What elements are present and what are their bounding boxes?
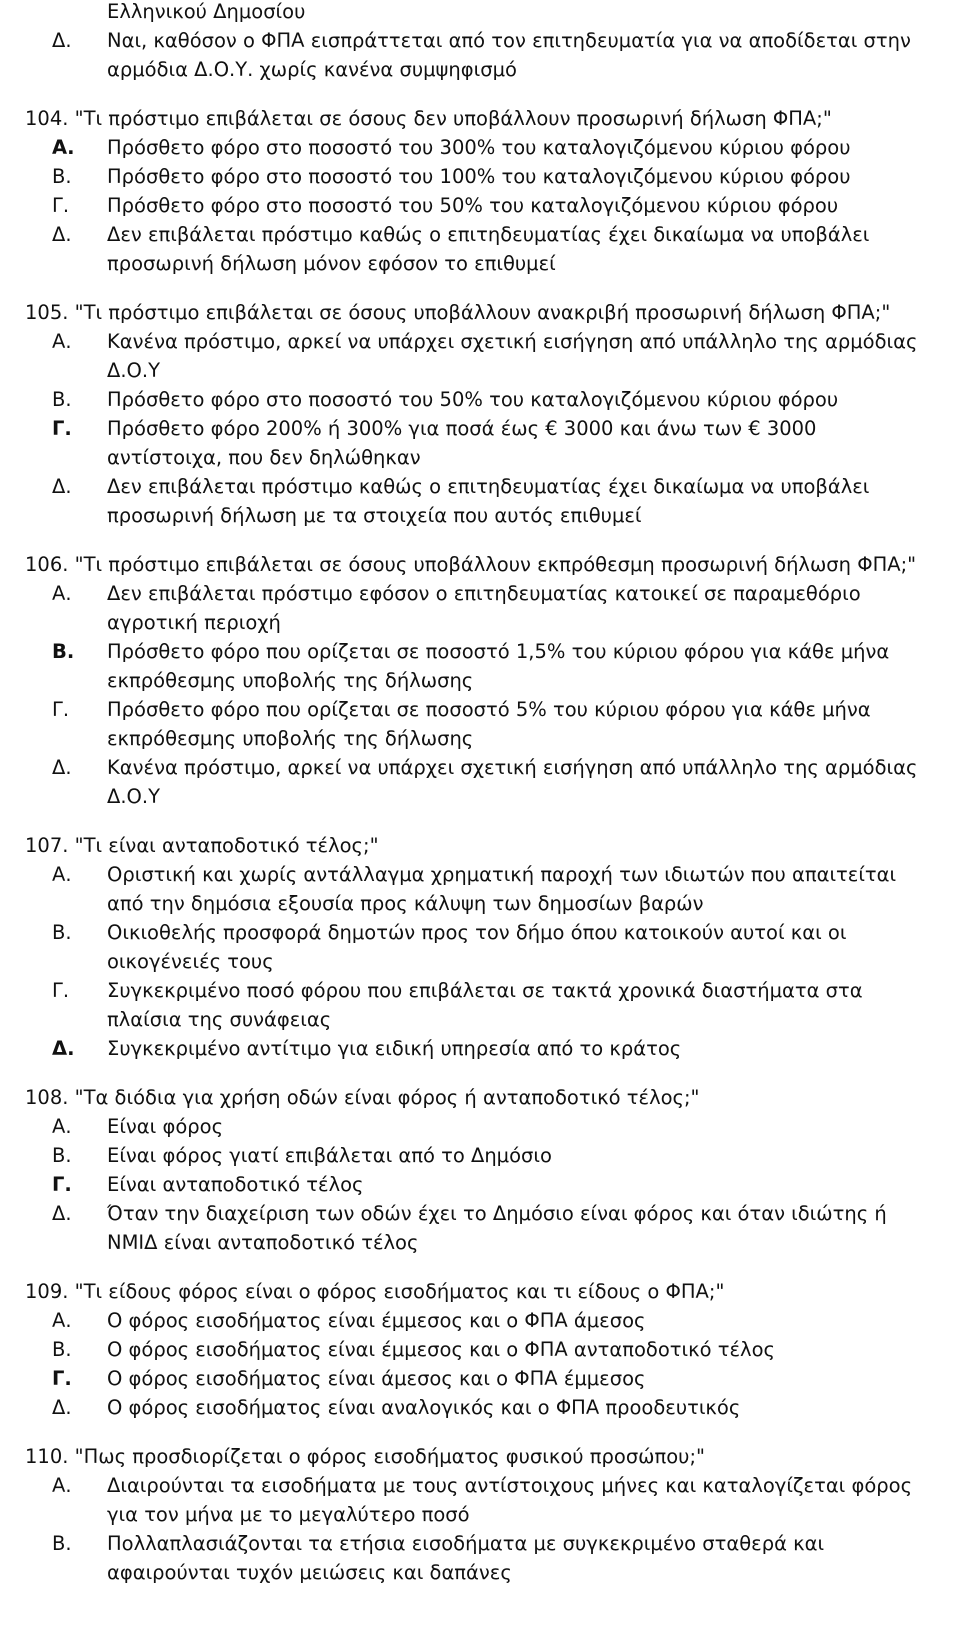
option-label: Β. xyxy=(52,1144,72,1167)
option-text: Είναι ανταποδοτικό τέλος xyxy=(107,1173,364,1196)
option-label: Δ. xyxy=(52,1037,75,1060)
option-label: Δ. xyxy=(52,223,72,246)
option-row xyxy=(0,414,960,472)
option-row xyxy=(0,1199,960,1257)
question-title: 110. "Πως προσδιορίζεται ο φόρος εισοδήματος φυσικού προσώπου;" xyxy=(25,1445,706,1468)
question-title: 104. "Τι πρόστιμο επιβάλεται σε όσους δεν υποβάλλουν προσωρινή δήλωση ΦΠΑ;" xyxy=(25,107,832,130)
question-title: 108. "Τα διόδια για χρήση οδών είναι φόρος ή ανταποδοτικό τέλος;" xyxy=(25,1086,700,1109)
option-text: Ο φόρος εισοδήματος είναι έμμεσος και ο ΦΠΑ ανταποδοτικό τέλος xyxy=(107,1338,775,1361)
question-title: 109. "Τι είδους φόρος είναι ο φόρος εισοδήματος και τι είδους ο ΦΠΑ;" xyxy=(25,1280,725,1303)
option-text: Συγκεκριμένο αντίτιμο για ειδική υπηρεσία από το κράτος xyxy=(107,1037,682,1060)
question-block xyxy=(0,550,960,811)
option-text: Πρόσθετο φόρο στο ποσοστό του 50% του καταλογιζόμενου κύριου φόρου xyxy=(107,194,839,217)
option-label: Δ. xyxy=(52,29,72,52)
option-row xyxy=(0,1471,960,1529)
option-label: Β. xyxy=(52,1338,72,1361)
option-label: Β. xyxy=(52,1532,72,1555)
option-text: Είναι φόρος xyxy=(107,1115,224,1138)
option-text: Οριστική και χωρίς αντάλλαγμα χρηματική παροχή των ιδιωτών που απαιτείται από την δημόσια εξουσία προς κάλυψη των δημοσίων βαρών xyxy=(107,863,897,915)
option-label: Γ. xyxy=(52,1173,72,1196)
question-list xyxy=(0,104,960,1587)
option-label: Δ. xyxy=(52,1396,72,1419)
option-text: Πρόσθετο φόρο 200% ή 300% για ποσά έως € 3000 και άνω των € 3000 αντίστοιχα, που δεν δηλώθηκαν xyxy=(107,417,817,469)
option-label: Α. xyxy=(52,863,72,886)
question-block xyxy=(0,1277,960,1422)
option-text: Πρόσθετο φόρο που ορίζεται σε ποσοστό 5% του κύριου φόρου για κάθε μήνα εκπρόθεσμης υποβολής της δήλωσης xyxy=(107,698,871,750)
option-row xyxy=(0,976,960,1034)
question-block xyxy=(0,104,960,278)
option-text: Κανένα πρόστιμο, αρκεί να υπάρχει σχετική εισήγηση από υπάλληλο της αρμόδιας Δ.Ο.Υ xyxy=(107,330,918,382)
question-block xyxy=(0,831,960,1063)
option-text: Οικιοθελής προσφορά δημοτών προς τον δήμο όπου κατοικούν αυτοί και οι οικογένειές τους xyxy=(107,921,847,973)
option-row xyxy=(0,579,960,637)
option-label: Β. xyxy=(52,388,72,411)
option-label: Α. xyxy=(52,582,72,605)
previous-question-continuation xyxy=(0,0,960,84)
option-text: Δεν επιβάλεται πρόστιμο εφόσον ο επιτηδευματίας κατοικεί σε παραμεθόριο αγροτική περιοχή xyxy=(107,582,861,634)
option-text: Πρόσθετο φόρο που ορίζεται σε ποσοστό 1,5% του κύριου φόρου για κάθε μήνα εκπρόθεσμης υποβολής της δήλωσης xyxy=(107,640,890,692)
option-text: Δεν επιβάλεται πρόστιμο καθώς ο επιτηδευματίας έχει δικαίωμα να υποβάλει προσωρινή δήλωση με τα στοιχεία που αυτός επιθυμεί xyxy=(107,475,870,527)
continued-text: Ελληνικού Δημοσίου xyxy=(107,0,306,23)
option-label: Α. xyxy=(52,136,75,159)
option-label: Δ. xyxy=(52,475,72,498)
option-label: Γ. xyxy=(52,194,70,217)
option-label: Α. xyxy=(52,1115,72,1138)
option-row xyxy=(0,1393,960,1422)
option-text: Συγκεκριμένο ποσό φόρου που επιβάλεται σε τακτά χρονικά διαστήματα στα πλαίσια της συνάφειας xyxy=(107,979,863,1031)
option-row xyxy=(0,1529,960,1587)
option-text: Ο φόρος εισοδήματος είναι άμεσος και ο ΦΠΑ έμμεσος xyxy=(107,1367,646,1390)
option-text: Διαιρούνται τα εισοδήματα με τους αντίστοιχους μήνες και καταλογίζεται φόρος για τον μήνα με το μεγαλύτερο ποσό xyxy=(107,1474,913,1526)
option-text: Όταν την διαχείριση των οδών έχει το Δημόσιο είναι φόρος και όταν ιδιώτης ή ΝΜΙΔ είναι ανταποδοτικό τέλος xyxy=(107,1202,887,1254)
option-row xyxy=(0,385,960,414)
option-label: Α. xyxy=(52,330,72,353)
option-label: Α. xyxy=(52,1309,72,1332)
option-row xyxy=(0,860,960,918)
option-row xyxy=(0,1034,960,1063)
option-text: Κανένα πρόστιμο, αρκεί να υπάρχει σχετική εισήγηση από υπάλληλο της αρμόδιας Δ.Ο.Υ xyxy=(107,756,918,808)
option-text: Ο φόρος εισοδήματος είναι έμμεσος και ο ΦΠΑ άμεσος xyxy=(107,1309,646,1332)
option-row xyxy=(0,327,960,385)
question-block xyxy=(0,298,960,530)
option-label: Γ. xyxy=(52,698,70,721)
question-block xyxy=(0,1083,960,1257)
question-title: 107. "Τι είναι ανταποδοτικό τέλος;" xyxy=(25,834,379,857)
option-row xyxy=(0,1364,960,1393)
option-row xyxy=(0,191,960,220)
option-text: Είναι φόρος γιατί επιβάλεται από το Δημόσιο xyxy=(107,1144,552,1167)
option-text: Πολλαπλασιάζονται τα ετήσια εισοδήματα με συγκεκριμένο σταθερά και αφαιρούνται τυχόν μειώσεις και δαπάνες xyxy=(107,1532,825,1584)
option-row xyxy=(0,1170,960,1199)
option-text: Δεν επιβάλεται πρόστιμο καθώς ο επιτηδευματίας έχει δικαίωμα να υποβάλει προσωρινή δήλωση μόνον εφόσον το επιθυμεί xyxy=(107,223,870,275)
option-text: Ναι, καθόσον ο ΦΠΑ εισπράττεται από τον επιτηδευματία για να αποδίδεται στην αρμόδια Δ.Ο.Υ. χωρίς κανένα συμψηφισμό xyxy=(107,29,911,81)
option-label: Δ. xyxy=(52,756,72,779)
option-row xyxy=(0,472,960,530)
question-title: 106. "Τι πρόστιμο επιβάλεται σε όσους υποβάλλουν εκπρόθεσμη προσωρινή δήλωση ΦΠΑ;" xyxy=(25,553,917,576)
option-row xyxy=(0,26,960,84)
option-label: Δ. xyxy=(52,1202,72,1225)
question-block xyxy=(0,1442,960,1587)
option-row xyxy=(0,637,960,695)
option-row xyxy=(0,220,960,278)
option-label: Β. xyxy=(52,921,72,944)
option-row xyxy=(0,695,960,753)
option-label: Γ. xyxy=(52,1367,72,1390)
option-text: Πρόσθετο φόρο στο ποσοστό του 300% του καταλογιζόμενου κύριου φόρου xyxy=(107,136,851,159)
option-text: Πρόσθετο φόρο στο ποσοστό του 50% του καταλογιζόμενου κύριου φόρου xyxy=(107,388,839,411)
option-row xyxy=(0,918,960,976)
option-label: Β. xyxy=(52,165,72,188)
option-row xyxy=(0,162,960,191)
option-label: Β. xyxy=(52,640,75,663)
option-row xyxy=(0,1335,960,1364)
option-text: Πρόσθετο φόρο στο ποσοστό του 100% του καταλογιζόμενου κύριου φόρου xyxy=(107,165,851,188)
option-row xyxy=(0,1141,960,1170)
question-title: 105. "Τι πρόστιμο επιβάλεται σε όσους υποβάλλουν ανακριβή προσωρινή δήλωση ΦΠΑ;" xyxy=(25,301,891,324)
option-row xyxy=(0,1112,960,1141)
option-label: Γ. xyxy=(52,417,72,440)
option-label: Α. xyxy=(52,1474,72,1497)
option-label: Γ. xyxy=(52,979,70,1002)
option-row xyxy=(0,753,960,811)
option-row xyxy=(0,133,960,162)
option-row xyxy=(0,1306,960,1335)
option-text: Ο φόρος εισοδήματος είναι αναλογικός και ο ΦΠΑ προοδευτικός xyxy=(107,1396,741,1419)
